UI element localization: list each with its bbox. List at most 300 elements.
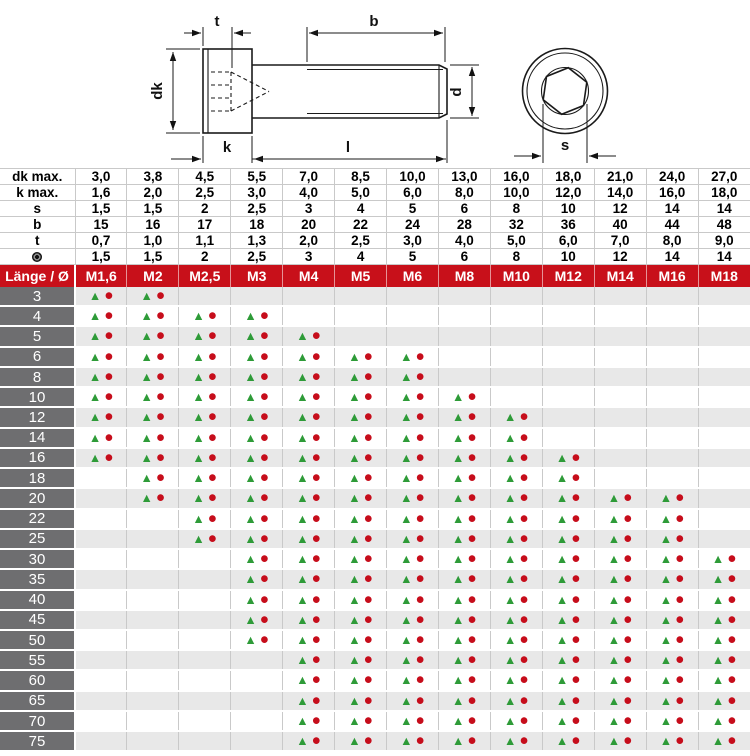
circle-icon: ●: [467, 691, 477, 709]
availability-cell: [646, 509, 698, 529]
circle-icon: ●: [467, 388, 477, 406]
circle-icon: ●: [467, 529, 477, 547]
dim-value: 3: [283, 249, 335, 265]
circle-icon: ●: [155, 327, 166, 345]
circle-icon: ●: [311, 529, 322, 547]
triangle-icon: ▲: [192, 390, 205, 405]
triangle-icon: ▲: [348, 632, 361, 647]
availability-cell: [594, 468, 646, 488]
length-label: 30: [0, 549, 75, 569]
circle-icon: ●: [311, 630, 322, 648]
circle-icon: ●: [519, 671, 529, 689]
triangle-icon: ▲: [659, 612, 673, 627]
triangle-icon: ▲: [348, 511, 361, 526]
circle-icon: ●: [415, 388, 425, 406]
circle-icon: ●: [259, 347, 270, 365]
availability-cell: [542, 287, 594, 306]
circle-icon: ●: [363, 570, 373, 588]
dim-row-label: b: [0, 217, 75, 233]
circle-icon: ●: [259, 448, 270, 466]
circle-icon: ●: [259, 469, 270, 487]
circle-icon: ●: [571, 711, 581, 729]
availability-cell: [698, 387, 750, 407]
circle-icon: ●: [571, 651, 581, 669]
availability-cell: [231, 347, 283, 367]
circle-icon: ●: [467, 590, 477, 608]
availability-cell: [335, 549, 387, 569]
circle-icon: ●: [155, 428, 166, 446]
circle-icon: ●: [363, 367, 373, 385]
availability-cell: [127, 509, 179, 529]
circle-icon: ●: [571, 448, 581, 466]
triangle-icon: ▲: [296, 410, 309, 425]
circle-icon: ●: [155, 307, 166, 325]
availability-cell: [335, 610, 387, 630]
dim-row-label: dk max.: [0, 169, 75, 185]
circle-icon: ●: [155, 347, 166, 365]
availability-cell: [283, 488, 335, 508]
circle-icon: ●: [519, 691, 529, 709]
triangle-icon: ▲: [503, 491, 517, 506]
circle-icon: ●: [259, 367, 270, 385]
availability-cell: [542, 407, 594, 427]
availability-cell: [387, 448, 439, 468]
availability-cell: [127, 590, 179, 610]
availability-cell: [335, 691, 387, 711]
triangle-icon: ▲: [607, 713, 621, 728]
dim-value: 4: [335, 249, 387, 265]
availability-cell: [387, 509, 439, 529]
availability-cell: [127, 529, 179, 549]
dim-value: 10,0: [490, 185, 542, 201]
availability-cell: [490, 488, 542, 508]
triangle-icon: ▲: [503, 713, 517, 728]
circle-icon: ●: [207, 367, 218, 385]
availability-cell: [542, 306, 594, 326]
table-row: [0, 590, 750, 610]
availability-cell: [179, 691, 231, 711]
triangle-icon: ▲: [400, 511, 413, 526]
availability-cell: [594, 347, 646, 367]
triangle-icon: ▲: [140, 491, 153, 506]
availability-cell: [698, 569, 750, 589]
circle-icon: ●: [259, 388, 270, 406]
triangle-icon: ▲: [452, 612, 465, 627]
availability-cell: [490, 529, 542, 549]
availability-cell: [646, 287, 698, 306]
triangle-icon: ▲: [348, 592, 361, 607]
availability-cell: [594, 448, 646, 468]
circle-icon: ●: [571, 691, 581, 709]
availability-cell: [75, 448, 127, 468]
availability-cell: [387, 287, 439, 306]
dim-value: 24,0: [646, 169, 698, 185]
availability-cell: [75, 590, 127, 610]
availability-cell: [542, 731, 594, 751]
availability-cell: [594, 549, 646, 569]
availability-cell: [127, 610, 179, 630]
availability-cell: [179, 711, 231, 731]
availability-cell: [438, 711, 490, 731]
circle-icon: ●: [363, 388, 373, 406]
availability-cell: [594, 711, 646, 731]
circle-icon: ●: [311, 651, 322, 669]
triangle-icon: ▲: [192, 410, 205, 425]
circle-icon: ●: [311, 732, 322, 750]
circle-icon: ●: [207, 307, 218, 325]
circle-icon: ●: [311, 327, 322, 345]
circle-icon: ●: [519, 529, 529, 547]
triangle-icon: ▲: [452, 653, 465, 668]
triangle-icon: ▲: [607, 511, 621, 526]
technical-drawing: [0, 0, 750, 168]
triangle-icon: ▲: [244, 552, 257, 567]
circle-icon: ●: [519, 590, 529, 608]
availability-cell: [490, 650, 542, 670]
circle-icon: ●: [727, 630, 737, 648]
availability-cell: [283, 569, 335, 589]
availability-cell: [127, 691, 179, 711]
circle-icon: ●: [415, 347, 425, 365]
circle-icon: ●: [259, 428, 270, 446]
circle-icon: ●: [675, 590, 685, 608]
availability-cell: [75, 387, 127, 407]
dim-value: 5,0: [335, 185, 387, 201]
dim-label-b: b: [369, 13, 379, 30]
circle-icon: ●: [467, 408, 477, 426]
column-header-M18: M18: [698, 265, 750, 287]
availability-cell: [387, 306, 439, 326]
availability-cell: [698, 428, 750, 448]
availability-cell: [387, 731, 439, 751]
triangle-icon: ▲: [711, 612, 725, 627]
triangle-icon: ▲: [555, 632, 569, 647]
availability-cell: [75, 650, 127, 670]
circle-icon: ●: [155, 469, 166, 487]
circle-icon: ●: [571, 732, 581, 750]
triangle-icon: ▲: [400, 632, 413, 647]
triangle-icon: ▲: [555, 471, 569, 486]
triangle-icon: ▲: [88, 369, 102, 384]
circle-icon: ●: [259, 327, 270, 345]
availability-cell: [698, 590, 750, 610]
triangle-icon: ▲: [503, 653, 517, 668]
circle-icon: ●: [363, 671, 373, 689]
length-label: 60: [0, 670, 75, 690]
circle-icon: ●: [363, 732, 373, 750]
availability-cell: [646, 549, 698, 569]
availability-cell: [438, 306, 490, 326]
dim-value: 8,0: [438, 185, 490, 201]
availability-cell: [387, 650, 439, 670]
triangle-icon: ▲: [452, 471, 465, 486]
circle-icon: ●: [519, 489, 529, 507]
circle-icon: ●: [415, 732, 425, 750]
circle-icon: ●: [675, 671, 685, 689]
triangle-icon: ▲: [659, 491, 673, 506]
dim-value: 17: [179, 217, 231, 233]
circle-icon: ●: [363, 651, 373, 669]
circle-icon: ●: [259, 489, 270, 507]
triangle-icon: ▲: [400, 592, 413, 607]
triangle-icon: ▲: [659, 693, 673, 708]
availability-cell: [127, 306, 179, 326]
circle-icon: ●: [519, 428, 529, 446]
availability-cell: [542, 488, 594, 508]
circle-icon: ●: [571, 469, 581, 487]
length-label: 70: [0, 711, 75, 731]
availability-cell: [542, 326, 594, 346]
dim-value: 3,0: [387, 233, 439, 249]
circle-icon: ●: [675, 651, 685, 669]
triangle-icon: ▲: [348, 369, 361, 384]
circle-icon: ●: [104, 428, 114, 446]
dim-value: 6,0: [542, 233, 594, 249]
circle-icon: ●: [259, 630, 270, 648]
circle-icon: ●: [259, 590, 270, 608]
circle-icon: ●: [207, 529, 218, 547]
availability-cell: [594, 367, 646, 387]
circle-icon: ●: [727, 732, 737, 750]
dim-value: 22: [335, 217, 387, 233]
availability-cell: [283, 590, 335, 610]
circle-icon: ●: [104, 347, 114, 365]
triangle-icon: ▲: [296, 450, 309, 465]
availability-cell: [490, 569, 542, 589]
availability-cell: [231, 569, 283, 589]
availability-cell: [594, 590, 646, 610]
availability-cell: [438, 549, 490, 569]
availability-cell: [179, 630, 231, 650]
triangle-icon: ▲: [244, 410, 257, 425]
circle-icon: ●: [623, 651, 633, 669]
dim-row-label: [0, 249, 75, 265]
table-row: [0, 711, 750, 731]
circle-icon: ●: [675, 509, 685, 527]
triangle-icon: ▲: [452, 430, 465, 445]
availability-cell: [75, 509, 127, 529]
dim-value: 6: [438, 249, 490, 265]
dim-value: 14: [646, 249, 698, 265]
dim-row: [0, 217, 750, 233]
availability-cell: [646, 347, 698, 367]
circle-icon: ●: [519, 630, 529, 648]
availability-cell: [387, 468, 439, 488]
circle-icon: ●: [675, 610, 685, 628]
circle-icon: ●: [104, 287, 114, 304]
availability-cell: [283, 367, 335, 387]
dim-value: 44: [646, 217, 698, 233]
triangle-icon: ▲: [452, 673, 465, 688]
availability-cell: [75, 569, 127, 589]
availability-cell: [646, 590, 698, 610]
circle-icon: ●: [519, 570, 529, 588]
availability-cell: [698, 610, 750, 630]
circle-icon: ●: [311, 448, 322, 466]
dim-value: 20: [283, 217, 335, 233]
dim-row-label: s: [0, 201, 75, 217]
circle-icon: ●: [415, 509, 425, 527]
triangle-icon: ▲: [296, 511, 309, 526]
triangle-icon: ▲: [607, 693, 621, 708]
availability-cell: [231, 367, 283, 387]
dim-row: [0, 169, 750, 185]
availability-cell: [646, 691, 698, 711]
availability-cell: [698, 731, 750, 751]
triangle-icon: ▲: [348, 430, 361, 445]
availability-cell: [283, 630, 335, 650]
availability-cell: [438, 287, 490, 306]
availability-cell: [438, 610, 490, 630]
triangle-icon: ▲: [452, 734, 465, 749]
length-label: 25: [0, 529, 75, 549]
availability-cell: [646, 387, 698, 407]
availability-cell: [438, 509, 490, 529]
triangle-icon: ▲: [400, 410, 413, 425]
circle-icon: ●: [311, 610, 322, 628]
availability-cell: [335, 509, 387, 529]
triangle-icon: ▲: [400, 430, 413, 445]
triangle-icon: ▲: [711, 552, 725, 567]
triangle-icon: ▲: [555, 673, 569, 688]
circle-icon: ●: [363, 347, 373, 365]
availability-cell: [542, 529, 594, 549]
availability-cell: [231, 509, 283, 529]
triangle-icon: ▲: [555, 450, 569, 465]
triangle-icon: ▲: [659, 511, 673, 526]
dim-value: 1,5: [127, 201, 179, 217]
column-header-M6: M6: [387, 265, 439, 287]
triangle-icon: ▲: [88, 349, 102, 364]
circle-icon: ●: [467, 651, 477, 669]
circle-icon: ●: [311, 367, 322, 385]
triangle-icon: ▲: [244, 329, 257, 344]
availability-cell: [698, 347, 750, 367]
circle-icon: ●: [207, 448, 218, 466]
availability-cell: [542, 590, 594, 610]
triangle-icon: ▲: [140, 390, 153, 405]
availability-cell: [438, 488, 490, 508]
availability-cell: [490, 407, 542, 427]
triangle-icon: ▲: [192, 471, 205, 486]
availability-cell: [179, 569, 231, 589]
table-row: [0, 691, 750, 711]
dim-value: 5: [387, 201, 439, 217]
availability-cell: [698, 306, 750, 326]
circle-icon: ●: [623, 691, 633, 709]
triangle-icon: ▲: [140, 471, 153, 486]
availability-cell: [438, 630, 490, 650]
dim-row-label: t: [0, 233, 75, 249]
circle-icon: ●: [259, 529, 270, 547]
table-row: [0, 650, 750, 670]
dim-value: 32: [490, 217, 542, 233]
availability-cell: [387, 711, 439, 731]
availability-cell: [231, 711, 283, 731]
availability-cell: [75, 347, 127, 367]
dim-value: 4,0: [283, 185, 335, 201]
availability-cell: [387, 347, 439, 367]
length-label: 75: [0, 731, 75, 751]
availability-cell: [542, 387, 594, 407]
availability-cell: [179, 428, 231, 448]
availability-cell: [438, 650, 490, 670]
circle-icon: ●: [311, 509, 322, 527]
triangle-icon: ▲: [296, 734, 309, 749]
availability-cell: [283, 711, 335, 731]
circle-icon: ●: [104, 307, 114, 325]
triangle-icon: ▲: [607, 552, 621, 567]
circle-icon: ●: [467, 489, 477, 507]
table-row: [0, 509, 750, 529]
triangle-icon: ▲: [296, 349, 309, 364]
availability-cell: [490, 630, 542, 650]
availability-cell: [387, 691, 439, 711]
triangle-icon: ▲: [711, 653, 725, 668]
triangle-icon: ▲: [244, 612, 257, 627]
availability-table: [0, 265, 750, 752]
availability-cell: [179, 610, 231, 630]
availability-cell: [335, 488, 387, 508]
length-label: 12: [0, 407, 75, 427]
circle-icon: ●: [104, 327, 114, 345]
circle-icon: ●: [415, 550, 425, 568]
circle-icon: ●: [415, 590, 425, 608]
circle-icon: ●: [467, 610, 477, 628]
triangle-icon: ▲: [503, 572, 517, 587]
triangle-icon: ▲: [244, 632, 257, 647]
triangle-icon: ▲: [348, 653, 361, 668]
availability-cell: [698, 367, 750, 387]
availability-cell: [335, 630, 387, 650]
availability-cell: [283, 287, 335, 306]
circle-icon: ●: [155, 287, 166, 304]
circle-icon: ●: [727, 711, 737, 729]
triangle-icon: ▲: [503, 632, 517, 647]
triangle-icon: ▲: [244, 349, 257, 364]
triangle-icon: ▲: [607, 592, 621, 607]
availability-cell: [387, 367, 439, 387]
dim-value: 14: [646, 201, 698, 217]
circle-icon: ●: [207, 408, 218, 426]
triangle-icon: ▲: [348, 693, 361, 708]
triangle-icon: ▲: [348, 491, 361, 506]
triangle-icon: ▲: [296, 612, 309, 627]
dim-value: 0,7: [75, 233, 127, 249]
triangle-icon: ▲: [296, 632, 309, 647]
circle-icon: ●: [467, 570, 477, 588]
triangle-icon: ▲: [555, 713, 569, 728]
availability-cell: [335, 650, 387, 670]
triangle-icon: ▲: [348, 410, 361, 425]
triangle-icon: ▲: [348, 390, 361, 405]
dim-value: 3,0: [231, 185, 283, 201]
circle-icon: ●: [519, 509, 529, 527]
circle-icon: ●: [363, 489, 373, 507]
availability-cell: [75, 306, 127, 326]
dim-value: 1,6: [75, 185, 127, 201]
triangle-icon: ▲: [711, 713, 725, 728]
availability-cell: [594, 387, 646, 407]
circle-icon: ●: [623, 610, 633, 628]
triangle-icon: ▲: [140, 289, 153, 303]
triangle-icon: ▲: [88, 450, 102, 465]
dim-value: 48: [698, 217, 750, 233]
circle-icon: ●: [467, 448, 477, 466]
circle-icon: ●: [571, 590, 581, 608]
triangle-icon: ▲: [555, 612, 569, 627]
dim-value: 3: [283, 201, 335, 217]
